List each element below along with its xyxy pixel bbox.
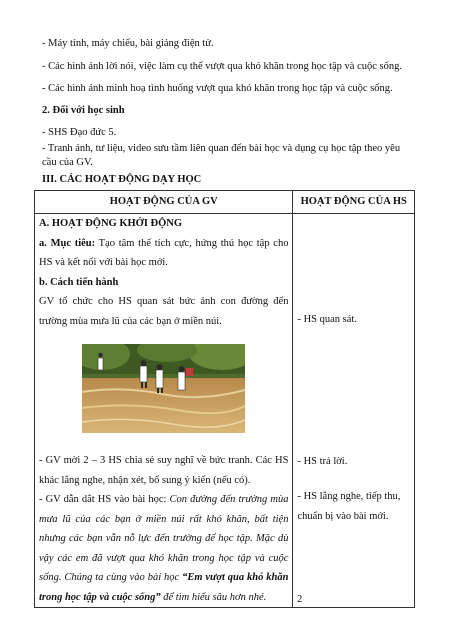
goal-paragraph [39,234,288,273]
teacher-cell [35,214,293,608]
header-teacher: HOẠT ĐỘNG CỦA GV [35,191,293,214]
gv-intro-italic: Con đường đến trường mùa mưa lũ của các bạn ở miền núi rất khó khăn, bất tiện nhưng các bạn vẫn nỗ lực đến trường để học tập. Mặc dù vậy các em đã vượt qua khó khăn trong học tập và cuộc sống. Chúng ta cùng vào bài học [39,494,289,583]
hs-answer: - HS trả lời. [297,455,348,467]
student-line-3: cầu của GV. [42,157,93,168]
method-label: b. Cách tiến hành [39,276,119,288]
material-line-2: - Các hình ảnh lời nói, việc làm cụ thể vượt qua khó khăn trong học tập và cuộc sống. [42,61,402,72]
material-line-3: - Các hình ảnh minh hoạ tình huống vượt qua khó khăn trong học tập và cuộc sống. [42,83,393,94]
material-line-1: - Máy tính, máy chiếu, bài giảng điện tử. [42,38,214,49]
section-heading: III. CÁC HOẠT ĐỘNG DẠY HỌC [42,174,202,185]
lesson-title: “Em vượt qua khó khăn trong học tập và cuộc sống” [39,572,289,603]
goal-label: a. Mục tiêu: [39,237,96,249]
activity-table [34,190,415,608]
student-line-2: - Tranh ảnh, tư liệu, video sưu tầm liên quan đến bài học và dụng cụ học tập theo yêu [42,143,401,154]
student-heading: 2. Đối với học sinh [42,105,125,116]
gv-intro-paragraph [39,490,288,607]
gv-intro-lead: - GV dẫn dắt HS vào bài học: [39,494,170,505]
hs-observe: - HS quan sát. [297,314,357,325]
gv-intro-end: để tìm hiểu sâu hơn nhé. [160,591,267,603]
flood-road-photo [82,344,245,433]
student-line-1: - SHS Đạo đức 5. [42,127,117,138]
activity-title: A. HOẠT ĐỘNG KHỞI ĐỘNG [39,218,183,229]
header-student: HOẠT ĐỘNG CỦA HS [293,191,415,214]
table-row [35,214,415,608]
hs-listen: - HS lắng nghe, tiếp thu, chuẩn bị vào bài mới. [297,491,401,522]
table-header-row [35,191,415,214]
goal-text: Tạo tâm thế tích cực, hứng thú học tập cho HS và kết nối với bài học mới. [39,237,289,268]
gv-share-text: - GV mời 2 – 3 HS chia sẻ suy nghĩ về bức tranh. Các HS khác lắng nghe, nhận xét, bổ sung ý kiến (nếu có). [39,455,289,486]
method-text: GV tổ chức cho HS quan sát bức ảnh con đường đến trường mùa mưa lũ của các bạn ở miền núi. [39,296,289,327]
student-cell [293,214,415,608]
page-number: 2 [297,594,303,605]
